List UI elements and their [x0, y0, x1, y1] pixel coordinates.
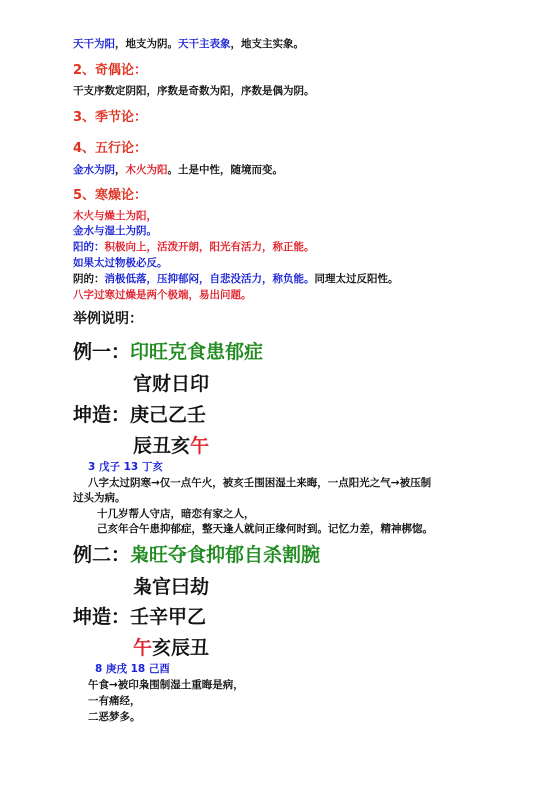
line-yin-desc: [73, 271, 399, 286]
ex1-note-2: 过头为病。: [73, 492, 126, 504]
text: 同理太过反阳性。: [314, 273, 399, 285]
ex2-luck: 8 庚戌 18 己酉: [95, 663, 170, 675]
ex2-label: 例二：: [73, 544, 131, 566]
ex2-branches-line: [133, 633, 209, 660]
heading-odd-even: 2、奇偶论：: [73, 63, 148, 78]
text-red: 积极向上，活泼开朗，阳光有活力，称正能。: [104, 241, 315, 253]
text: ，: [115, 164, 126, 176]
heading-five-elements: 4、五行论：: [73, 141, 148, 156]
text: 。土是中性，随境而变。: [167, 164, 283, 176]
ex1-title-line: [73, 337, 263, 364]
text: ，地支为阴。: [115, 38, 178, 50]
text-blue: 消极低落，压抑郁闷，自悲没活力，称负能。: [104, 273, 315, 285]
ex2-branch-highlight: 午: [133, 637, 153, 659]
ex1-note-3: 十几岁帮人守店，暗恋有家之人，: [97, 508, 255, 520]
text-blue: 天干为阳: [73, 38, 115, 50]
ex1-note-4: 己亥年合午患抑郁症，整天逢人就问正缘何时到。记忆力差，精神梆惚。: [97, 523, 433, 535]
ex1-note-1: 八字太过阴寒→仅一点午火，被亥壬围困湿土来晦，一点阳光之气→被压制: [88, 477, 432, 489]
text-blue: 金水为阴: [73, 164, 115, 176]
heading-season: 3、季节论：: [73, 110, 148, 125]
text-red: 木火为阳: [125, 164, 168, 176]
line-yang-desc: [73, 239, 315, 254]
line-yang-elements: 木火与燥土为阳，: [73, 210, 157, 222]
line-stem-branch: [73, 36, 304, 51]
ex2-branches: 亥辰丑: [152, 637, 210, 659]
ex2-stems: 壬辛甲乙: [130, 606, 207, 628]
ex1-luck: 3 戊子 13 丁亥: [88, 461, 163, 473]
ex2-title: 枭旺夺食抑郁自杀割腕: [130, 544, 321, 566]
ex2-note-1: 午食→被印枭围制湿土重晦是病，: [88, 679, 244, 691]
ex2-gender: 坤造：: [73, 606, 131, 628]
text-blue: 天干主表象: [178, 38, 231, 50]
ex1-stems: 庚己乙壬: [130, 404, 207, 426]
line-extremes-warning: 八字过寒过燥是两个极端，易出问题。: [73, 289, 252, 301]
ex1-gods: 官财日印: [133, 373, 210, 395]
line-yin-elements: 金水与湿土为阴。: [73, 225, 157, 237]
ex1-branches-line: [133, 431, 209, 458]
text: 阴的：: [73, 273, 105, 285]
ex1-stems-line: [73, 400, 206, 427]
ex2-title-line: [73, 540, 320, 567]
ex1-branch-highlight: 午: [190, 435, 210, 457]
ex2-gods: 枭官曰劫: [133, 576, 210, 598]
ex1-gender: 坤造：: [73, 404, 131, 426]
ex2-note-3: 二恶梦多。: [88, 711, 141, 723]
text: ，地支主实象。: [230, 38, 304, 50]
ex2-note-2: 一有痛经，: [88, 695, 141, 707]
line-odd-even: 干支序数定阴阳，序数是奇数为阳，序数是偶为阴。: [73, 85, 315, 97]
heading-cold-dry: 5、寒燥论：: [73, 188, 148, 203]
ex2-stems-line: [73, 602, 206, 629]
ex1-branches: 辰丑亥: [133, 435, 191, 457]
text-blue: 阳的：: [73, 241, 105, 253]
line-extreme: 如果太过物极必反。: [73, 257, 168, 269]
ex1-title: 印旺克食患郁症: [130, 341, 264, 363]
examples-title: 举例说明：: [73, 311, 143, 327]
ex1-label: 例一：: [73, 341, 131, 363]
line-five-elements: [73, 162, 283, 177]
